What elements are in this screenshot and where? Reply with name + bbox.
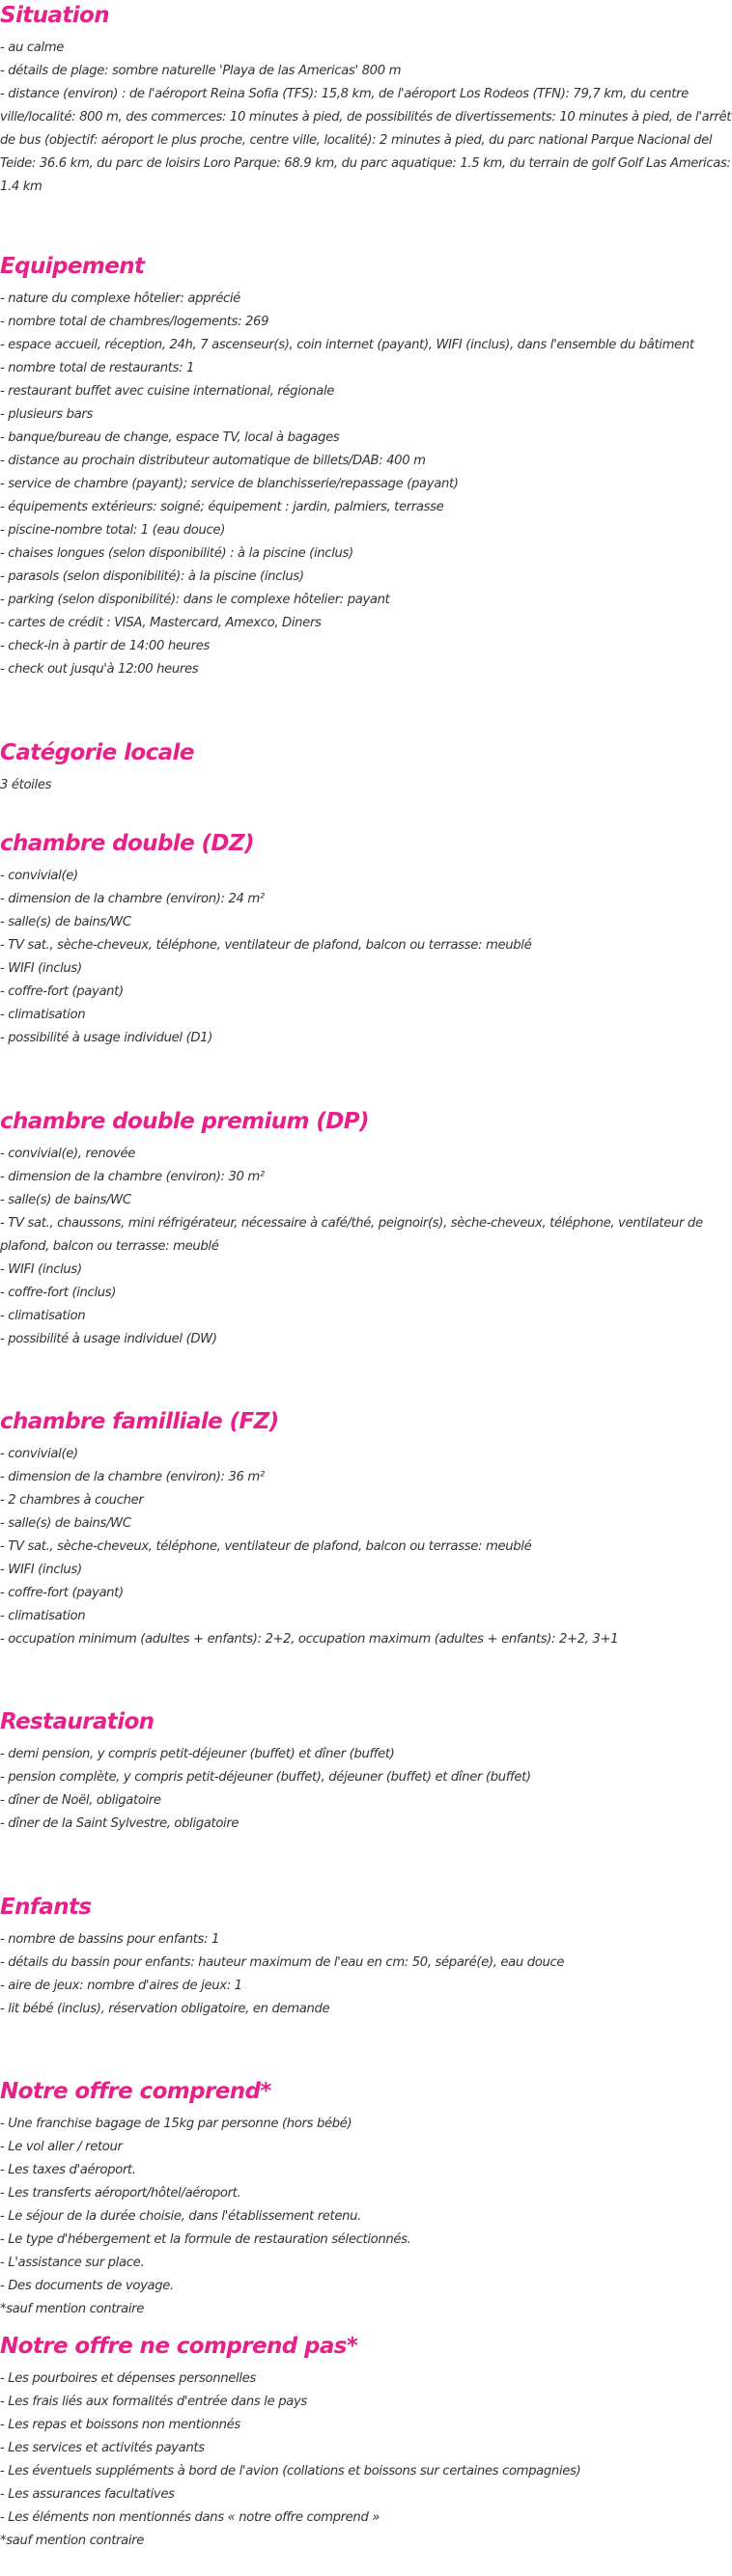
section-body <box>0 1443 732 1651</box>
star-rating-text: 3 étoiles <box>0 778 52 792</box>
list-item: - parasols (selon disponibilité): à la piscine (inclus) <box>0 569 304 584</box>
list-item: - équipements extérieurs: soigné; équipement : jardin, palmiers, terrasse <box>0 500 444 514</box>
list-item: - possibilité à usage individuel (D1) <box>0 1031 213 1045</box>
list-item: - climatisation <box>0 1309 86 1323</box>
section-title: Notre offre comprend* <box>0 2079 271 2104</box>
section-chambre-familliale <box>0 1408 732 1651</box>
list-item: - Les éventuels suppléments à bord de l'avion (collations et boissons sur certaines compagnies) <box>0 2464 581 2479</box>
list-item: - TV sat., chaussons, mini réfrigérateur, nécessaire à café/thé, peignoir(s), sèche-cheveux, téléphone, ventilateur de plafond, balcon ou terrasse: meublé <box>0 1216 703 1254</box>
list-item: - chaises longues (selon disponibilité) : à la piscine (inclus) <box>0 546 353 561</box>
list-item: - plusieurs bars <box>0 407 93 422</box>
section-chambre-double-premium <box>0 1108 732 1351</box>
list-item: - Les repas et boissons non mentionnés <box>0 2418 240 2432</box>
section-body <box>0 2113 732 2321</box>
list-item: - lit bébé (inclus), réservation obligatoire, en demande <box>0 2002 330 2016</box>
list-item: - WIFI (inclus) <box>0 961 82 976</box>
list-item: - cartes de crédit : VISA, Mastercard, Amexco, Diners <box>0 616 322 630</box>
section-body <box>0 1743 732 1836</box>
section-restauration <box>0 1708 732 1836</box>
list-item: - détails de plage: sombre naturelle 'Playa de las Americas' 800 m <box>0 64 402 78</box>
list-item: - 2 chambres à coucher <box>0 1493 144 1508</box>
section-title: Enfants <box>0 1895 92 1920</box>
list-item: - salle(s) de bains/WC <box>0 1193 131 1207</box>
list-item: - coffre-fort (payant) <box>0 1586 124 1600</box>
section-situation <box>0 2 732 199</box>
list-item: - convivial(e) <box>0 1447 78 1461</box>
section-title: Notre offre ne comprend pas* <box>0 2334 358 2359</box>
list-item: - climatisation <box>0 1008 86 1022</box>
list-item: - dimension de la chambre (environ): 30 m² <box>0 1170 265 1184</box>
list-item: - dimension de la chambre (environ): 24 m² <box>0 892 265 906</box>
list-item: - distance au prochain distributeur automatique de billets/DAB: 400 m <box>0 454 426 468</box>
list-item: - Les transferts aéroport/hôtel/aéroport. <box>0 2186 241 2201</box>
section-offre-ne-comprend-pas <box>0 2333 732 2553</box>
list-item: - coffre-fort (inclus) <box>0 1286 117 1300</box>
list-item: - aire de jeux: nombre d'aires de jeux: 1 <box>0 1979 242 1993</box>
list-item: - TV sat., sèche-cheveux, téléphone, ventilateur de plafond, balcon ou terrasse: meublé <box>0 1539 532 1554</box>
list-item: - distance (environ) : de l'aéroport Reina Sofia (TFS): 15,8 km, de l'aéroport Los Rodeos (TFN): 79,7 km, du centre ville/localité: 800 m, des commerces: 10 minutes à pied, de possibilités de divertissements: 10 minutes à pied, de l'arrêt de bus (objectif: aéroport le plus proche, centre ville, localité): 2 minutes à pied, du parc national Parque Nacional del Teide: 36.6 km, du parc de loisirs Loro Parque: 68.9 km, du parc aquatique: 1.5 km, du terrain de golf Golf Las Americas: 1.4 km <box>0 87 732 194</box>
list-item: - convivial(e) <box>0 869 78 883</box>
section-body <box>0 1928 732 2021</box>
list-item: - Des documents de voyage. <box>0 2279 174 2293</box>
footnote: *sauf mention contraire <box>0 2534 145 2548</box>
list-item: - Une franchise bagage de 15kg par personne (hors bébé) <box>0 2117 352 2131</box>
list-item: - Les services et activités payants <box>0 2441 205 2455</box>
list-item: - espace accueil, réception, 24h, 7 ascenseur(s), coin internet (payant), WIFI (inclus), dans l'ensemble du bâtiment <box>0 338 694 352</box>
list-item: - TV sat., sèche-cheveux, téléphone, ventilateur de plafond, balcon ou terrasse: meublé <box>0 938 532 953</box>
list-item: - occupation minimum (adultes + enfants): 2+2, occupation maximum (adultes + enfants): 2+2, 3+1 <box>0 1632 619 1647</box>
list-item: - piscine-nombre total: 1 (eau douce) <box>0 523 225 538</box>
list-item: - Les éléments non mentionnés dans « notre offre comprend » <box>0 2510 380 2525</box>
list-item: - check out jusqu'à 12:00 heures <box>0 662 199 677</box>
list-item: - nature du complexe hôtelier: apprécié <box>0 291 240 306</box>
section-title: chambre double premium (DP) <box>0 1109 369 1134</box>
list-item: - nombre total de chambres/logements: 269 <box>0 315 269 329</box>
list-item: - banque/bureau de change, espace TV, local à bagages <box>0 430 340 445</box>
section-equipement <box>0 253 732 681</box>
list-item: - WIFI (inclus) <box>0 1262 82 1277</box>
section-title: Restauration <box>0 1709 155 1734</box>
list-item: - nombre total de restaurants: 1 <box>0 361 195 375</box>
list-item: - dîner de la Saint Sylvestre, obligatoire <box>0 1816 239 1831</box>
list-item: - Les frais liés aux formalités d'entrée dans le pays <box>0 2395 307 2409</box>
list-item: - check-in à partir de 14:00 heures <box>0 639 210 653</box>
section-title: Equipement <box>0 254 145 279</box>
list-item: - coffre-fort (payant) <box>0 984 124 999</box>
list-item: - Le séjour de la durée choisie, dans l'établissement retenu. <box>0 2209 361 2224</box>
section-categorie-locale <box>0 739 732 797</box>
section-body <box>0 37 732 199</box>
list-item: - parking (selon disponibilité): dans le complexe hôtelier: payant <box>0 593 390 607</box>
list-item: - Les pourboires et dépenses personnelles <box>0 2371 256 2386</box>
section-chambre-double <box>0 830 732 1050</box>
section-title: chambre familliale (FZ) <box>0 1409 279 1434</box>
list-item: - restaurant buffet avec cuisine international, régionale <box>0 384 335 399</box>
list-item: - pension complète, y compris petit-déjeuner (buffet), déjeuner (buffet) et dîner (buffet) <box>0 1770 531 1785</box>
list-item: - WIFI (inclus) <box>0 1563 82 1577</box>
section-body <box>0 774 732 797</box>
list-item: - détails du bassin pour enfants: hauteur maximum de l'eau en cm: 50, séparé(e), eau douce <box>0 1955 565 1970</box>
list-item: - L'assistance sur place. <box>0 2256 145 2270</box>
section-enfants <box>0 1894 732 2021</box>
list-item: - service de chambre (payant); service de blanchisserie/repassage (payant) <box>0 477 459 491</box>
list-item: - climatisation <box>0 1609 86 1623</box>
section-title: Situation <box>0 3 109 28</box>
list-item: - demi pension, y compris petit-déjeuner (buffet) et dîner (buffet) <box>0 1747 395 1761</box>
list-item: - Le type d'hébergement et la formule de restauration sélectionnés. <box>0 2232 411 2247</box>
list-item: - Les assurances facultatives <box>0 2487 175 2502</box>
section-body <box>0 1143 732 1351</box>
section-body <box>0 288 732 681</box>
list-item: - Les taxes d'aéroport. <box>0 2163 136 2177</box>
list-item: - nombre de bassins pour enfants: 1 <box>0 1932 220 1947</box>
list-item: - Le vol aller / retour <box>0 2140 123 2154</box>
list-item: - au calme <box>0 41 65 55</box>
section-title: Catégorie locale <box>0 740 194 765</box>
list-item: - salle(s) de bains/WC <box>0 1516 131 1531</box>
list-item: - dîner de Noël, obligatoire <box>0 1793 161 1808</box>
section-body <box>0 865 732 1050</box>
list-item: - convivial(e), renovée <box>0 1147 136 1161</box>
section-offre-comprend <box>0 2078 732 2321</box>
list-item: - dimension de la chambre (environ): 36 m² <box>0 1470 265 1484</box>
footnote: *sauf mention contraire <box>0 2302 145 2316</box>
section-title: chambre double (DZ) <box>0 831 254 856</box>
list-item: - possibilité à usage individuel (DW) <box>0 1332 217 1346</box>
section-body <box>0 2368 732 2553</box>
list-item: - salle(s) de bains/WC <box>0 915 131 929</box>
